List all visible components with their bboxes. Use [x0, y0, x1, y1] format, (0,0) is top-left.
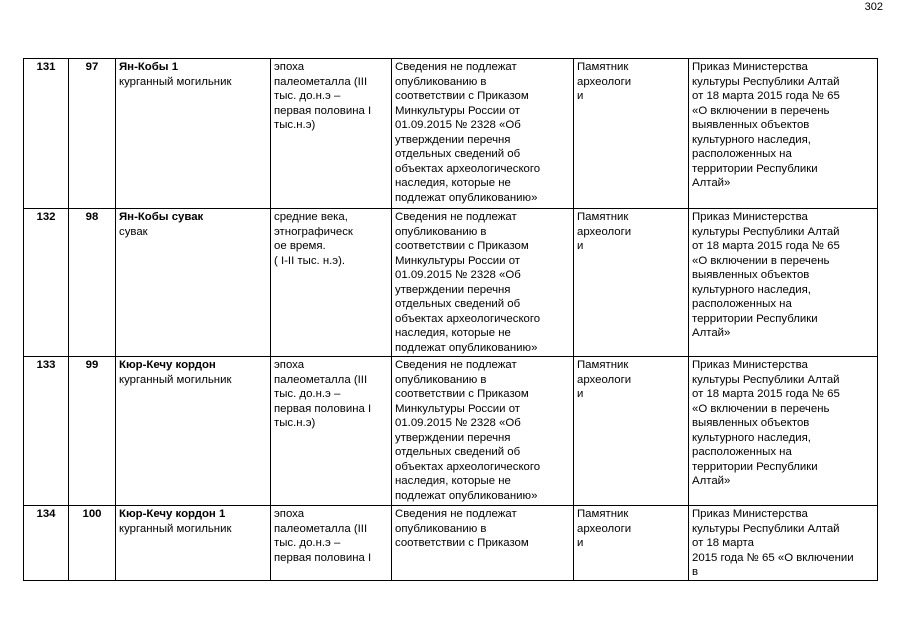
dating-cell	[271, 506, 392, 581]
dating-text: эпоха палеометалла (III тыс. до.н.э – первая половина I тыс.н.э)	[274, 359, 372, 429]
dating-text: эпоха палеометалла (III тыс. до.н.э – первая половина I тыс.н.э)	[274, 61, 372, 131]
page-number: 302	[864, 1, 883, 13]
object-type: курганный могильник	[119, 373, 232, 386]
location-text: Сведения не подлежат опубликованию в соответствии с Приказом Минкультуры России от 01.09.2015 № 2328 «Об утверждении перечня отдельных сведений об объектах археологического наследия, которые не подлежат опубликованию»	[395, 211, 541, 354]
category-cell	[574, 506, 689, 581]
location-cell	[392, 209, 574, 357]
location-cell	[392, 357, 574, 506]
category-text: Памятник археологи и	[577, 359, 632, 400]
local-number: 97	[69, 59, 116, 209]
category-cell	[574, 59, 689, 209]
row-number: 133	[24, 357, 69, 506]
dating-cell	[271, 209, 392, 357]
row-number: 134	[24, 506, 69, 581]
category-text: Памятник археологи и	[577, 508, 632, 549]
document-text: Приказ Министерства культуры Республики Алтай от 18 марта 2015 года № 65 «О включении в перечень выявленных объектов культурного наследия, расположенных на территории Республики Алтай»	[692, 211, 840, 339]
category-text: Памятник археологи и	[577, 211, 632, 252]
object-name: Кюр-Кечу кордон	[119, 359, 216, 371]
table-row	[24, 209, 878, 357]
document-text: Приказ Министерства культуры Республики Алтай от 18 марта 2015 года № 65 «О включении в перечень выявленных объектов культурного наследия, расположенных на территории Республики Алтай»	[692, 359, 840, 487]
object-name: Ян-Кобы сувак	[119, 211, 204, 223]
document-text: Приказ Министерства культуры Республики Алтай от 18 марта 2015 года № 65 «О включении в	[692, 508, 854, 578]
dating-text: эпоха палеометалла (III тыс. до.н.э – первая половина I	[274, 508, 372, 564]
object-cell	[116, 59, 271, 209]
document-cell	[689, 357, 878, 506]
heritage-registry-table	[23, 58, 878, 581]
object-cell	[116, 506, 271, 581]
object-type: курганный могильник	[119, 75, 232, 88]
local-number: 99	[69, 357, 116, 506]
location-text: Сведения не подлежат опубликованию в соответствии с Приказом	[395, 508, 529, 549]
document-text: Приказ Министерства культуры Республики Алтай от 18 марта 2015 года № 65 «О включении в перечень выявленных объектов культурного наследия, расположенных на территории Республики Алтай»	[692, 61, 840, 189]
dating-cell	[271, 357, 392, 506]
dating-cell	[271, 59, 392, 209]
dating-text: средние века, этнографическ ое время. ( I-II тыс. н.э).	[274, 211, 353, 267]
category-text: Памятник археологи и	[577, 61, 632, 102]
category-cell	[574, 357, 689, 506]
object-type: сувак	[119, 225, 148, 238]
object-name: Ян-Кобы 1	[119, 61, 179, 73]
local-number: 98	[69, 209, 116, 357]
object-type: курганный могильник	[119, 522, 232, 535]
object-cell	[116, 357, 271, 506]
document-cell	[689, 506, 878, 581]
location-text: Сведения не подлежат опубликованию в соответствии с Приказом Минкультуры России от 01.09.2015 № 2328 «Об утверждении перечня отдельных сведений об объектах археологического наследия, которые не подлежат опубликованию»	[395, 61, 541, 204]
location-cell	[392, 506, 574, 581]
category-cell	[574, 209, 689, 357]
location-text: Сведения не подлежат опубликованию в соответствии с Приказом Минкультуры России от 01.09.2015 № 2328 «Об утверждении перечня отдельных сведений об объектах археологического наследия, которые не подлежат опубликованию»	[395, 359, 541, 502]
row-number: 131	[24, 59, 69, 209]
object-name: Кюр-Кечу кордон 1	[119, 508, 226, 520]
location-cell	[392, 59, 574, 209]
local-number: 100	[69, 506, 116, 581]
document-cell	[689, 209, 878, 357]
row-number: 132	[24, 209, 69, 357]
document-cell	[689, 59, 878, 209]
table-row	[24, 357, 878, 506]
table-row	[24, 506, 878, 581]
table-row	[24, 59, 878, 209]
object-cell	[116, 209, 271, 357]
